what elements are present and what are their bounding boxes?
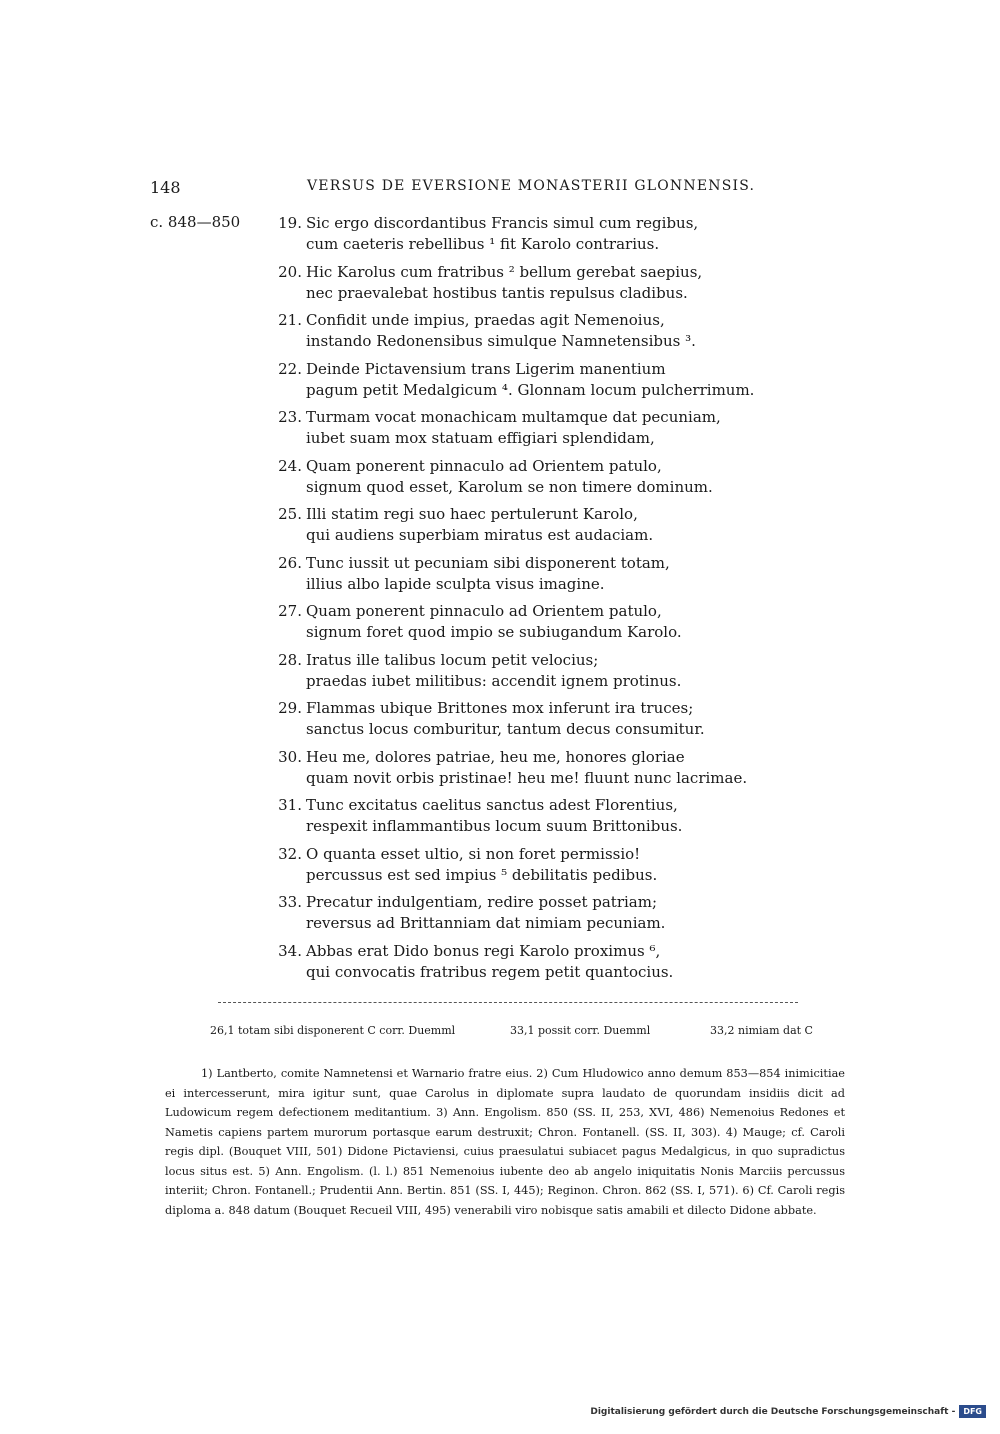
stanza <box>262 310 822 352</box>
stanza <box>262 407 822 449</box>
verse-line: pagum petit Medalgicum ⁴. Glonnam locum pulcherrimum. <box>306 381 755 399</box>
verse-line: iubet suam mox statuam effigiari splendidam, <box>306 429 655 447</box>
verse-line: illius albo lapide sculpta visus imagine. <box>306 575 605 593</box>
stanza <box>262 601 822 643</box>
verse-line: Deinde Pictavensium trans Ligerim manentium <box>306 360 666 378</box>
verse-line: signum foret quod impio se subiugandum Karolo. <box>306 623 682 641</box>
footnote-text: 1) Lantberto, comite Namnetensi et Warnario fratre eius. 2) Cum Hludowico anno demum 853—854 inimicitiae ei intercesserunt, mira igitur sunt, quae Carolus in diplomate supra laudato de quorundam insidiis dicit ad Ludowicum regem defectionem meditantium. 3) Ann. Engolism. 850 (SS. II, 253, XVI, 486) Nemenoius Redones et Nametis capiens partem murorum portasque earum destruxit; Chron. Fontanell. (SS. II, 303). 4) Mauge; cf. Caroli regis dipl. (Bouquet VIII, 501) Didone Pictaviensi, cuius praesulatui subiacet pagus Medalgicus, in quo supradictus locus situs est. 5) Ann. Engolism. (l. l.) 851 Nemenoius iubente deo ab angelo iniquitatis Nonis Marciis percussus interiit; Chron. Fontanell.; Prudentii Ann. Bertin. 851 (SS. I, 445); Reginon. Chron. 862 (SS. I, 571). 6) Cf. Caroli regis diploma a. 848 datum (Bouquet Recueil VIII, 495) venerabili viro nobisque satis amabili et dilecto Didone abbate. <box>165 1067 845 1217</box>
verse-line: Tunc excitatus caelitus sanctus adest Florentius, <box>306 796 678 814</box>
stanza-number: 32. <box>278 845 302 863</box>
verse-line: Abbas erat Dido bonus regi Karolo proximus ⁶, <box>306 942 661 960</box>
stanza-number: 22. <box>278 360 302 378</box>
stanza <box>262 553 822 595</box>
stanza <box>262 213 822 255</box>
verse-line: nec praevalebat hostibus tantis repulsus cladibus. <box>306 284 688 302</box>
stanza-number: 20. <box>278 263 302 281</box>
verse-line: Quam ponerent pinnaculo ad Orientem patulo, <box>306 457 662 475</box>
stanza-number: 30. <box>278 748 302 766</box>
running-title: VERSUS DE EVERSIONE MONASTERII GLONNENSIS. <box>307 178 756 194</box>
footnotes <box>165 1064 845 1220</box>
apparatus-note: 33,1 possit corr. Duemml <box>510 1024 651 1037</box>
stanza-number: 29. <box>278 699 302 717</box>
margin-date: c. 848—850 <box>150 213 241 231</box>
verse-line: Precatur indulgentiam, redire posset patriam; <box>306 893 658 911</box>
verse-line: praedas iubet militibus: accendit ignem protinus. <box>306 672 682 690</box>
credit-text: Digitalisierung gefördert durch die Deutsche Forschungsgemeinschaft - <box>590 1406 956 1417</box>
verse-line: Sic ergo discordantibus Francis simul cum regibus, <box>306 214 699 232</box>
stanza <box>262 844 822 886</box>
stanza-number: 21. <box>278 311 302 329</box>
apparatus-note: 26,1 totam sibi disponerent C corr. Duemml <box>210 1024 456 1037</box>
verse-line: cum caeteris rebellibus ¹ fit Karolo contrarius. <box>306 235 660 253</box>
verse-line: percussus est sed impius ⁵ debilitatis pedibus. <box>306 866 658 884</box>
verse-line: Hic Karolus cum fratribus ² bellum gerebat saepius, <box>306 263 703 281</box>
verse-line: reversus ad Brittanniam dat nimiam pecuniam. <box>306 914 666 932</box>
stanza <box>262 892 822 934</box>
verse-line: instando Redonensibus simulque Namnetensibus ³. <box>306 332 696 350</box>
verse-line: qui audiens superbiam miratus est audaciam. <box>306 526 654 544</box>
stanza <box>262 456 822 498</box>
apparatus-note: 33,2 nimiam dat C <box>710 1024 813 1037</box>
verse-line: signum quod esset, Karolum se non timere dominum. <box>306 478 713 496</box>
stanza-number: 25. <box>278 505 302 523</box>
critical-apparatus <box>210 1024 850 1037</box>
verse-line: O quanta esset ultio, si non foret permissio! <box>306 845 641 863</box>
stanza-number: 33. <box>278 893 302 911</box>
dfg-credit <box>590 1405 986 1418</box>
stanza-number: 34. <box>278 942 302 960</box>
verse-line: qui convocatis fratribus regem petit quantocius. <box>306 963 674 981</box>
verse-line: Turmam vocat monachicam multamque dat pecuniam, <box>306 408 721 426</box>
stanza <box>262 504 822 546</box>
verse-line: Iratus ille talibus locum petit velocius; <box>306 651 599 669</box>
verse-line: sanctus locus comburitur, tantum decus consumitur. <box>306 720 705 738</box>
stanza-number: 28. <box>278 651 302 669</box>
stanza-number: 19. <box>278 214 302 232</box>
stanza-number: 26. <box>278 554 302 572</box>
page-number: 148 <box>150 178 181 197</box>
footnote-separator <box>218 1002 798 1003</box>
verse-line: Illi statim regi suo haec pertulerunt Karolo, <box>306 505 638 523</box>
verse-line: respexit inflammantibus locum suum Brittonibus. <box>306 817 683 835</box>
stanza <box>262 747 822 789</box>
stanza <box>262 650 822 692</box>
stanza <box>262 359 822 401</box>
stanza-number: 27. <box>278 602 302 620</box>
verse-line: Confidit unde impius, praedas agit Nemenoius, <box>306 311 665 329</box>
stanza <box>262 698 822 740</box>
stanza-number: 24. <box>278 457 302 475</box>
stanza <box>262 941 822 983</box>
stanza-number: 23. <box>278 408 302 426</box>
dfg-logo: DFG <box>959 1405 986 1418</box>
verse-line: Quam ponerent pinnaculo ad Orientem patulo, <box>306 602 662 620</box>
verse-line: quam novit orbis pristinae! heu me! fluunt nunc lacrimae. <box>306 769 748 787</box>
stanza <box>262 262 822 304</box>
verse-line: Heu me, dolores patriae, heu me, honores gloriae <box>306 748 685 766</box>
stanza-number: 31. <box>278 796 302 814</box>
stanza <box>262 795 822 837</box>
verse-line: Flammas ubique Brittones mox inferunt ira truces; <box>306 699 694 717</box>
verse-line: Tunc iussit ut pecuniam sibi disponerent totam, <box>306 554 670 572</box>
